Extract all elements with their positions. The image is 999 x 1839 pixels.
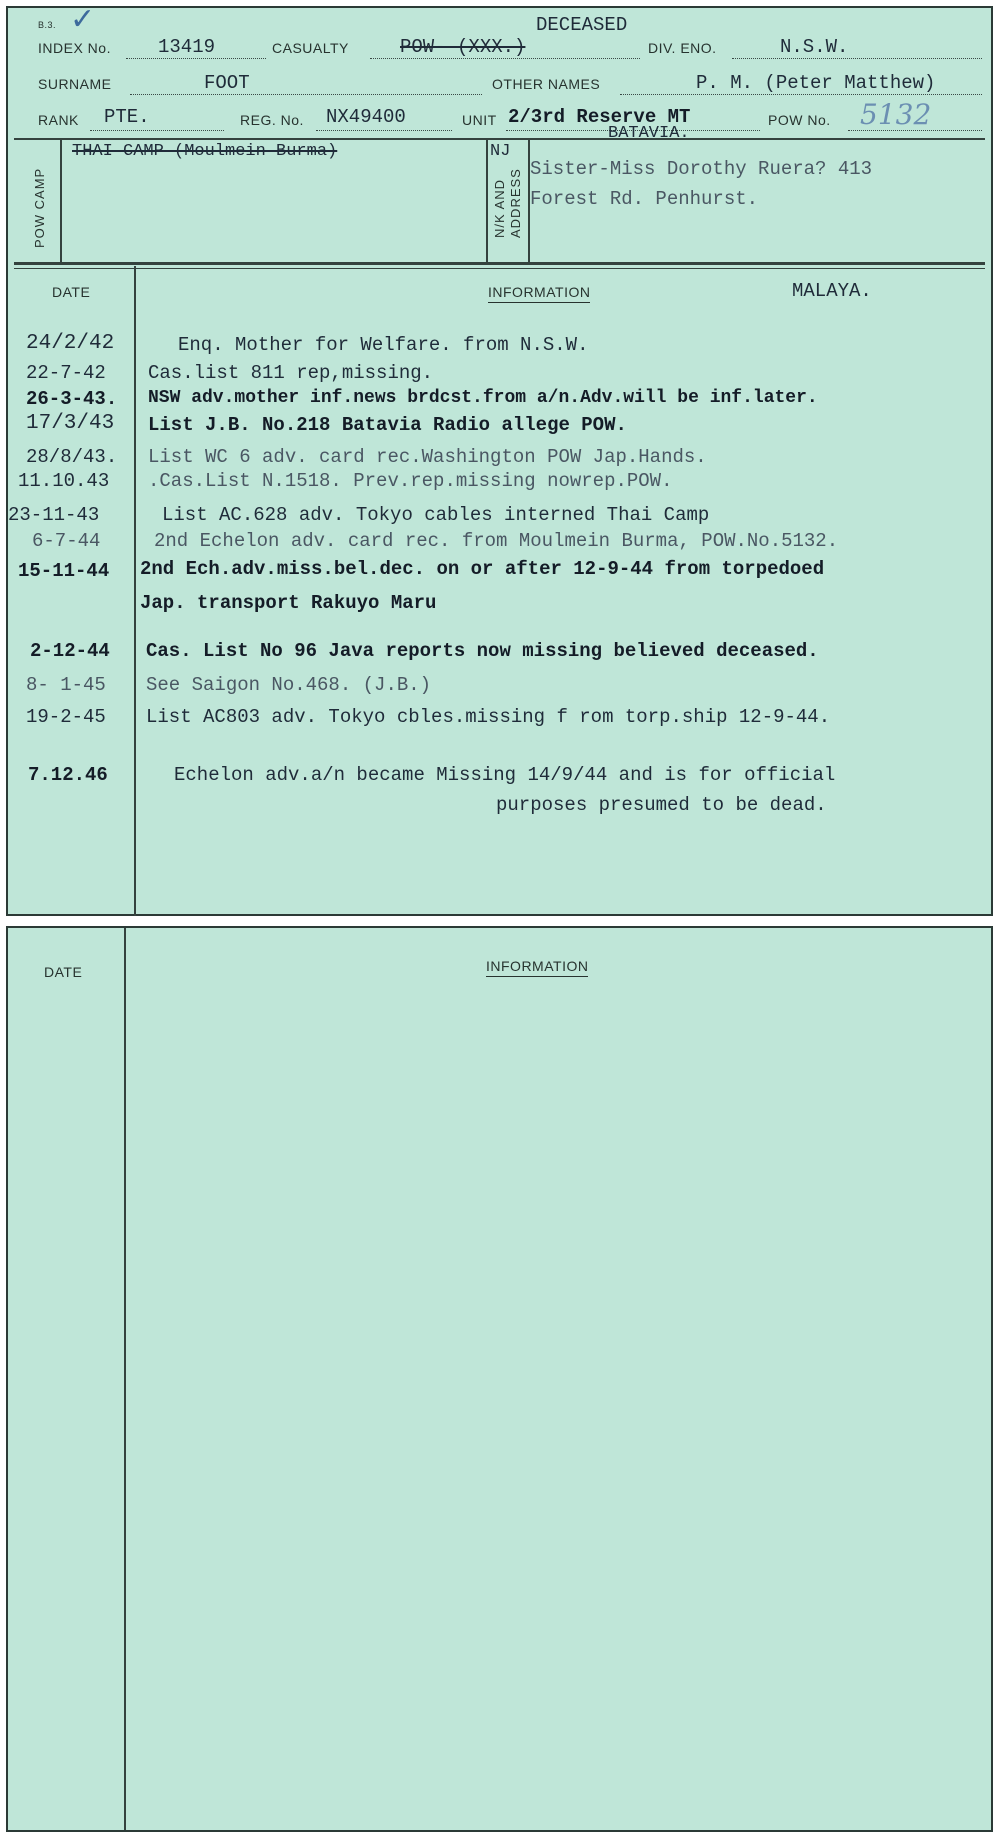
entry-date: 26-3-43. [26, 388, 118, 410]
pow-camp-value: THAI CAMP (Moulmein Burma) [72, 142, 338, 161]
form-code: B.3. [38, 20, 57, 30]
nok-address-line2: Forest Rd. Penhurst. [530, 188, 759, 210]
entry-info: .Cas.List N.1518. Prev.rep.missing nowrep.POW. [148, 470, 673, 492]
record-card-front [6, 2, 993, 916]
entry-info: 2nd Echelon adv. card rec. from Moulmein Burma, POW.No.5132. [154, 530, 839, 552]
entry-info: 2nd Ech.adv.miss.bel.dec. on or after 12-9-44 from torpedoed [140, 558, 825, 580]
entry-info: NSW adv.mother inf.news brdcst.from a/n.Adv.will be inf.later. [148, 388, 818, 408]
pow-no-value: 5132 [860, 98, 932, 131]
entry-info: List WC 6 adv. card rec.Washington POW Jap.Hands. [148, 446, 707, 468]
information-header: INFORMATION [486, 958, 588, 977]
casualty-label: CASUALTY [272, 40, 349, 56]
pow-no-label: POW No. [768, 112, 831, 128]
other-names-value: P. M. (Peter Matthew) [696, 72, 936, 94]
nok-marker: NJ [490, 142, 511, 161]
reg-value: NX49400 [326, 106, 406, 128]
entry-date: 7.12.46 [28, 764, 108, 786]
entry-date: 2-12-44 [30, 640, 110, 662]
surname-value: FOOT [204, 72, 250, 94]
index-value: 13419 [158, 36, 216, 58]
entry-date: 22-7-42 [26, 362, 106, 384]
entry-date: 15-11-44 [18, 560, 110, 582]
index-label: INDEX No. [38, 40, 111, 56]
entry-date: 24/2/42 [26, 332, 115, 355]
div-value: N.S.W. [780, 36, 849, 58]
entry-info: Echelon adv.a/n became Missing 14/9/44 and is for official [174, 764, 836, 786]
entry-date: 8- 1-45 [26, 674, 106, 696]
div-label: DIV. ENO. [648, 40, 717, 56]
record-card-back [6, 926, 993, 1832]
other-names-label: OTHER NAMES [492, 76, 601, 92]
entry-info: List J.B. No.218 Batavia Radio allege POW. [148, 414, 627, 436]
entry-info: List AC.628 adv. Tokyo cables interned Thai Camp [162, 504, 710, 526]
nok-address-line1: Sister-Miss Dorothy Ruera? 413 [530, 158, 873, 180]
casualty-deceased: DECEASED [536, 14, 628, 36]
entry-date: 11.10.43 [18, 470, 110, 492]
batavia-note: BATAVIA. [608, 124, 690, 143]
entry-date: 19-2-45 [26, 706, 106, 728]
nok-label-line1: N/K AND [492, 178, 507, 238]
entry-date: 17/3/43 [26, 412, 115, 435]
unit-label: UNIT [462, 112, 497, 128]
reg-label: REG. No. [240, 112, 304, 128]
entry-info: List AC803 adv. Tokyo cbles.missing f rom torp.ship 12-9-44. [146, 706, 831, 728]
rank-value: PTE. [104, 106, 150, 128]
entry-date: 23-11-43 [8, 504, 100, 526]
region-note: MALAYA. [792, 280, 872, 302]
rank-label: RANK [38, 112, 79, 128]
date-header: DATE [44, 964, 83, 980]
date-header: DATE [52, 284, 91, 300]
entry-info: Jap. transport Rakuyo Maru [140, 592, 437, 614]
nok-label-line2: ADDRESS [508, 168, 523, 238]
entry-date: 28/8/43. [26, 446, 118, 468]
pow-camp-label: POW CAMP [32, 167, 47, 248]
entry-info: See Saigon No.468. (J.B.) [146, 674, 432, 696]
entry-info: purposes presumed to be dead. [496, 794, 827, 816]
unit-value: 2/3rd Reserve MT [508, 106, 691, 128]
entry-info: Cas. List No 96 Java reports now missing believed deceased. [146, 640, 819, 662]
information-header: INFORMATION [488, 284, 590, 303]
entry-info: Enq. Mother for Welfare. from N.S.W. [178, 334, 589, 356]
blue-pencil-mark: ✓ [70, 2, 96, 37]
entry-date: 6-7-44 [32, 530, 101, 552]
surname-label: SURNAME [38, 76, 112, 92]
casualty-struck-value: POW- (XXX.) [400, 36, 526, 58]
entry-info: Cas.list 811 rep,missing. [148, 362, 434, 384]
